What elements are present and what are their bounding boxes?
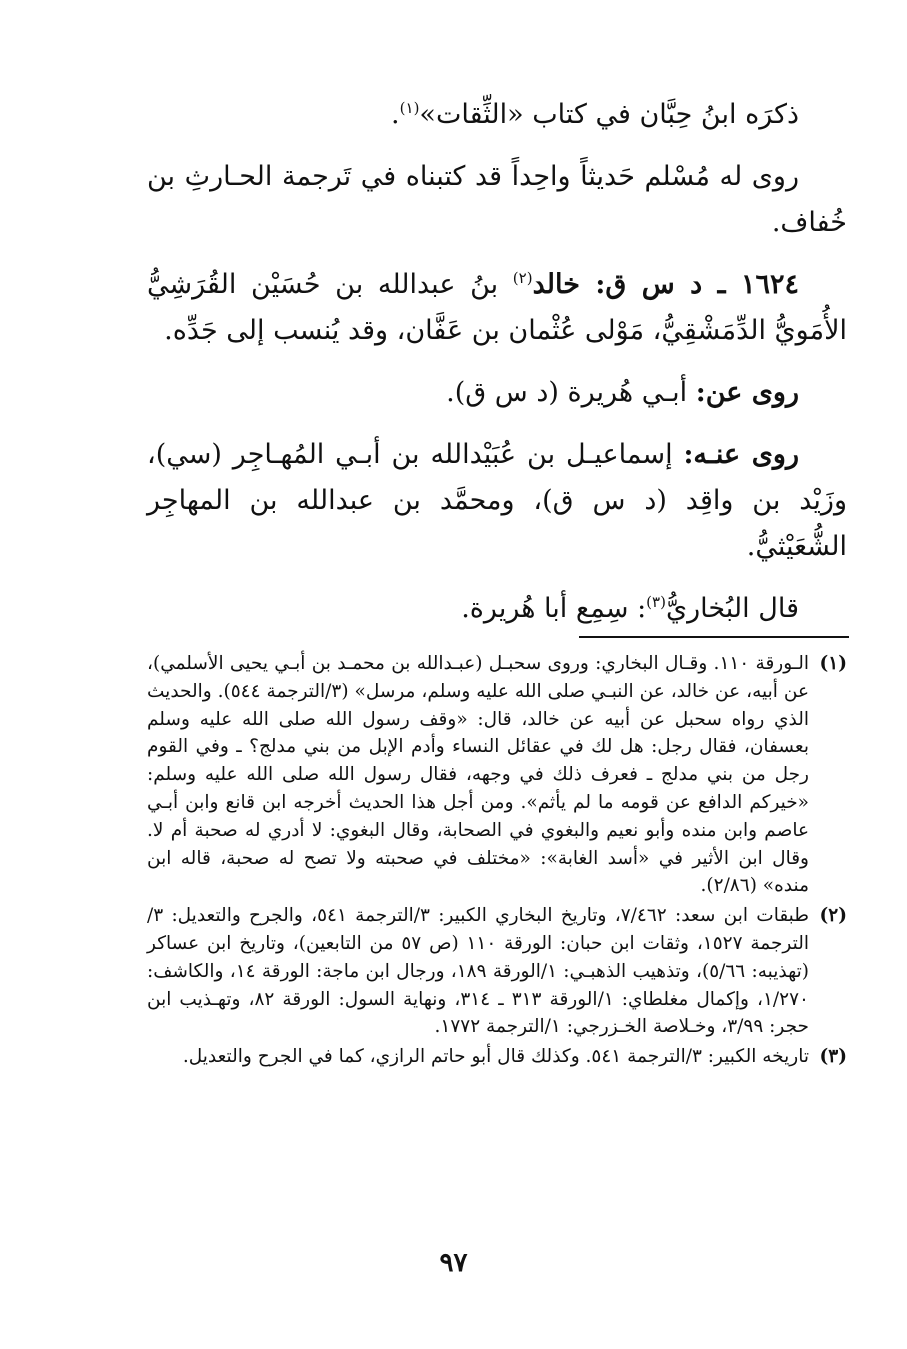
entry-number: ١٦٢٤ ـ د س ق: خالد <box>532 269 799 300</box>
footnote-text: تاريخه الكبير: ٣/الترجمة ٥٤١. وكذلك قال أبو حاتم الرازي، كما في الجرح والتعديل. <box>182 1046 809 1068</box>
footnote-ref-2: (٢) <box>512 269 533 287</box>
entry-heading <box>147 262 847 354</box>
narrated-by-label: روى عنـه: <box>683 439 799 470</box>
footnote-text: طبقات ابن سعد: ٧/٤٦٢، وتاريخ البخاري الكبير: ٣/الترجمة ٥٤١، والجرح والتعديل: ٣/الترجمة ١٥٢٧، وثقات ابن حبان: الورقة ١١٠ (ص ٥٧ من التابعين)، وتاريخ ابن عساكر (تهذيبه: ٥/٦٦)، وتذهيب الذهبـي: ١/الورقة ١٨٩، ورجال ابن ماجة: الورقة ١٤، والكاشف: ١/٢٧٠، وإكمال مغلطاي: ١/الورقة ٣١٣ ـ ٣١٤، ونهاية السول: الورقة ٨٢، وتهـذيب ابن حجر: ٣/٩٩، وخـلاصة الخـزرجي: ١/الترجمة ١٧٧٢. <box>147 905 809 1038</box>
bukhari-text: قال البُخاريُّ <box>665 593 799 624</box>
bukhari-end: : سِمِع أبا هُريرة. <box>461 593 647 624</box>
footnote-ref-3: (٣) <box>646 593 666 611</box>
paragraph-1-text: ذكرَه ابنُ حِبَّان في كتاب «الثِّقات» <box>419 99 799 130</box>
narrated-from-label: روى عن: <box>695 377 799 408</box>
footnote-number: (٣) <box>819 1046 847 1068</box>
footnote <box>147 1043 847 1071</box>
entry-text: بنُ عبدالله بن حُسَيْن القُرَشِيُّ الأُمَويُّ الدِّمَشْقِيُّ، مَوْلى عُثْمان بن عَفَّان، وقد يُنسب إلى جَدِّه. <box>147 269 847 346</box>
narrated-by <box>147 432 847 570</box>
paragraph-bukhari <box>147 586 847 632</box>
paragraph-2: روى له مُسْلم حَديثاً واحِداً قد كتبناه في تَرجمة الحـارثِ بن خُفاف. <box>147 161 847 238</box>
footnote <box>147 902 847 1041</box>
footnote-separator <box>579 636 849 638</box>
footnote-number: (٢) <box>819 905 847 927</box>
footnote-number: (١) <box>819 653 847 674</box>
paragraph-1 <box>147 92 847 138</box>
narrated-by-text: إسماعيـل بن عُبَيْدالله بن أبـي المُهـاجِر (سي)، وزَيْد بن واقِد (د س ق)، ومحمَّد بن عبدالله بن المهاجِر الشُّعَيْثيُّ. <box>147 439 847 562</box>
footnote-text: الـورقة ١١٠. وقـال البخاري: وروى سحبـل (عبـدالله بن محمـد بن أبـي يحيى الأسلمي)، عن أبيه، عن خالد، عن النبـي صلى الله عليه وسلم، مرسل» (٣/الترجمة ٥٤٤). والحديث الذي رواه سحبل عن أبيه عن خالد، قال: «وقف رسول الله صلى الله عليه وسلم بعسفان، فقال رجل: هل لك في عقائل النساء وأدم الإبل من بني مدلج؟ ـ وفي القوم رجل من بني مدلج ـ فعرف ذلك في وجهه، فقال رسول الله صلى الله عليه وسلم: «خيركم الدافع عن قومه ما لم يأثم». ومن أجل هذا الحديث أخرجه ابن قانع وابن أبـي عاصم وابن منده وأبو نعيم والبغوي في الصحابة، وقال البغوي: لا أدري له صحبة أم لا. وقال ابن الأثير في «أسد الغابة»: «مختلف في صحبته ولا تصح له صحبة، قاله ابن منده» (٢/٨٦). <box>147 653 809 897</box>
paragraph-1-end: . <box>391 99 400 130</box>
narrated-from <box>147 370 847 416</box>
page-number: ٩٧ <box>439 1248 468 1278</box>
main-text <box>147 92 847 648</box>
footnotes <box>147 650 847 1073</box>
footnote <box>147 650 847 900</box>
narrated-from-text: أبـي هُريرة (د س ق). <box>446 377 696 408</box>
footnote-ref-1: (١) <box>399 99 420 117</box>
